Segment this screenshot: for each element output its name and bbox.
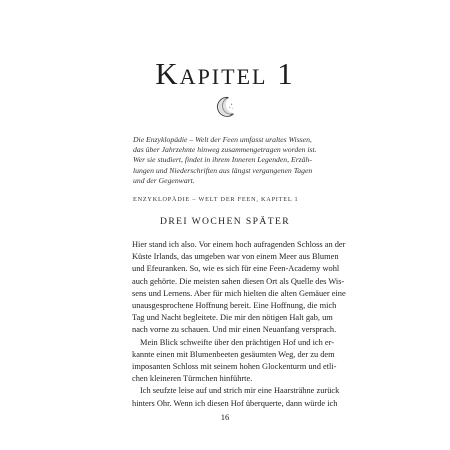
body-line: kannte einen mit Blumenbeeten gesäumten Weg, der zu dem [132,349,335,359]
epigraph [133,135,323,186]
epigraph-source: ENZYKLOPÄDIE – WELT DER FEEN, KAPITEL 1 [133,196,299,203]
body-line: Mein Blick schweifte über den prächtigen Hof und ich er- [140,337,335,347]
body-line: unausgesprochene Hoffnung bereit. Eine Hoffnung, die mich [132,301,337,311]
body-line: Tag und Nacht begleitete. Die mir den nötigen Halt gab, um [132,313,333,323]
body-line: hinters Ohr. Wenn ich diesen Hof überquerte, dann würde ich [132,398,338,408]
body-line: Küste Irlands, das umgeben war von einem Meer aus Blumen [132,252,339,262]
crescent-moon-icon [216,96,236,118]
body-line: nach vorne zu schauen. Und mir einen Neuanfang versprach. [132,325,337,335]
body-line: imposanten Schloss mit seinem hohen Glockenturm und etli- [132,362,337,372]
page-number: 16 [220,412,230,422]
body-line: auch gehörte. Die meisten sahen diesen Ort als Quelle des Wis- [132,276,345,286]
epigraph-line: und der Gegenwart. [133,175,195,185]
body-line: und Efeuranken. So, wie es sich für eine Feen-Academy wohl [132,264,340,274]
body-line: chen kleineren Türmchen hinführte. [132,374,253,384]
body-line: Ich seufzte leise auf und strich mir eine Haarsträhne zurück [140,386,340,396]
epigraph-line: Die Enzyklopädie – Welt der Feen umfasst uraltes Wissen, [133,135,312,144]
chapter-title: Kapitel 1 [155,56,295,91]
epigraph-line: lungen und Niederschriften aus längst vergangenen Tagen [133,165,313,175]
body-line: sens und Lernens. Aber für mich hielten die alten Gemäuer eine [132,288,346,298]
body-line: Hier stand ich also. Vor einem hoch aufragenden Schloss an der [132,240,346,249]
epigraph-line: das über Jahrzehnte hinweg zusammengetragen worden ist. [133,145,317,155]
body-text [132,239,346,410]
epigraph-line: Wer sie studiert, findet in ihrem Inneren Legenden, Erzäh- [133,155,312,165]
section-heading: DREI WOCHEN SPÄTER [159,216,291,227]
